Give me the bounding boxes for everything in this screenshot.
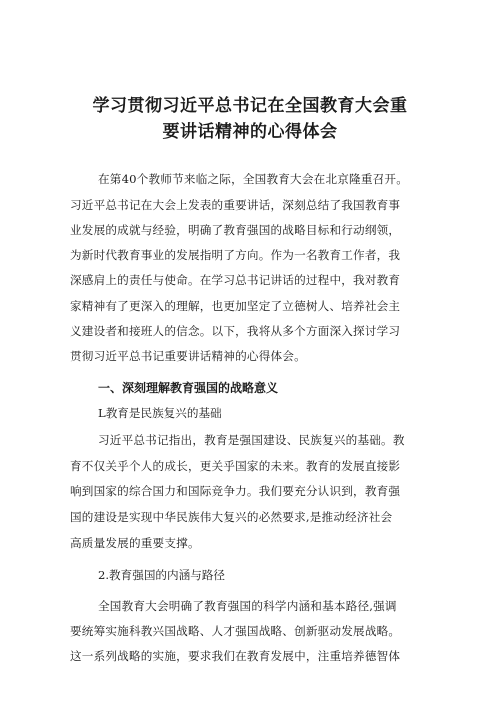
paragraph-1-line: 深感肩上的责任与使命。在学习总书记讲话的过程中，我对教育 — [70, 273, 401, 287]
paragraph-1-line: 贯彻习近平总书记重要讲话精神的心得体会。 — [70, 349, 306, 363]
paragraph-3-line: 要统筹实施科教兴国战略、人才强国战略、创新驱动发展战略。 — [70, 624, 401, 638]
subsection-heading: L教育是民族复兴的基础 — [98, 406, 222, 420]
section-heading: 一、深刻理解教育强国的战略意义 — [98, 381, 279, 395]
paragraph-1-line: 家精神有了更深入的理解，也更加坚定了立德树人、培养社会主 — [70, 299, 401, 313]
paragraph-1-line: 为新时代教育事业的发展指明了方向。作为一名教育工作者，我 — [70, 248, 401, 262]
paragraph-1-line: 业发展的成就与经验，明确了教育强国的战略目标和行动纲领， — [70, 223, 401, 237]
subsection-heading: 2.教育强国的内涵与路径 — [98, 568, 225, 582]
paragraph-2-line: 响到国家的综合国力和国际竞争力。我们要充分认识到，教育强 — [70, 484, 401, 498]
document-title-line-1: 学习贯彻习近平总书记在全国教育大会重 — [92, 96, 408, 116]
paragraph-1-line: 习近平总书记在大会上发表的重要讲话，深刻总结了我国教育事 — [70, 198, 401, 212]
paragraph-2-line: 育不仅关乎个人的成长，更关乎国家的未来。教育的发展直接影 — [70, 459, 401, 473]
paragraph-2-line: 高质量发展的重要支撑。 — [70, 536, 200, 550]
paragraph-1-line: 义建设者和接班人的信念。以下，我将从多个方面深入探讨学习 — [70, 324, 401, 338]
paragraph-3-line: 全国教育大会明确了教育强国的科学内涵和基本路径,强调 — [98, 599, 397, 613]
paragraph-3-line: 这一系列战略的实施，要求我们在教育发展中，注重培养德智体 — [70, 649, 401, 663]
document-title-line-2: 要讲话精神的心得体会 — [162, 122, 338, 142]
paragraph-2-line: 国的建设是实现中华民族伟大复兴的必然要求,是推动经济社会 — [70, 510, 393, 524]
paragraph-2-line: 习近平总书记指出，教育是强国建设、民族复兴的基础。教 — [98, 433, 405, 447]
paragraph-1-line: 在第40个教师节来临之际，全国教育大会在北京隆重召开。 — [98, 172, 408, 186]
